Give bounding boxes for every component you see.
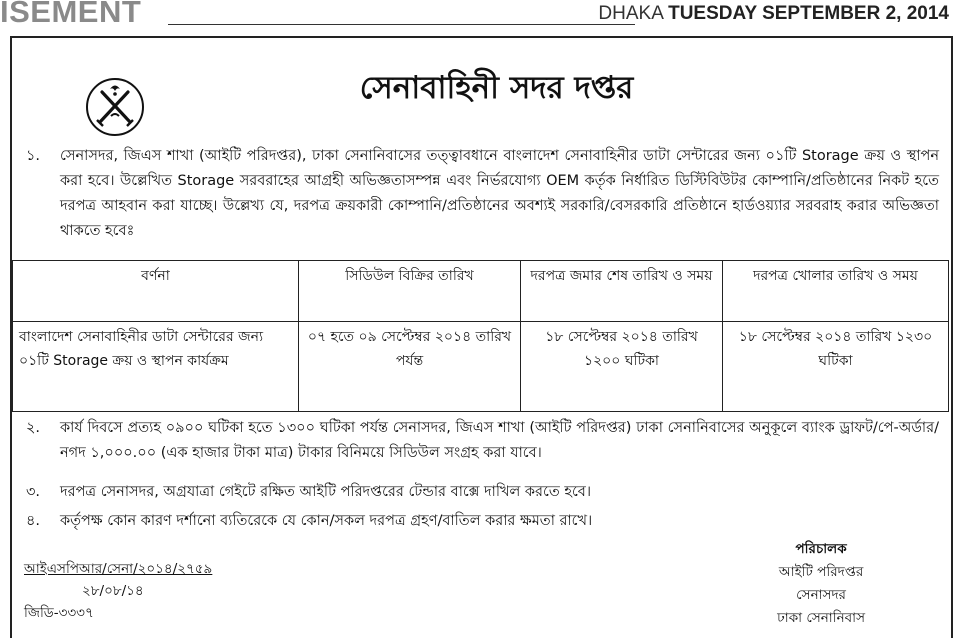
dateline-city: DHAKA [598,3,663,24]
section-label: ISEMENT [0,0,142,29]
item-text: সেনাসদর, জিএস শাখা (আইটি পরিদপ্তর), ঢাকা সেনানিবাসের তত্ত্বাবধানে বাংলাদেশ সেনাবাহিনীর ডাটা সেন্টারের জন্য ০১টি Storage ক্রয় ও স্থাপন করা হবে। উল্লেখিত Storage সরবরাহের আগ্রহী অভিজ্ঞতাসম্পন্ন এবং নির্ভরযোগ্য OEM কর্তৃক নির্ধারিত ডিস্টিবিউটর কোম্পানি/প্রতিষ্ঠানের নিকট হতে দরপত্র আহবান করা যাচ্ছে। উল্লেখ্য যে, দরপত্র ক্রয়কারী কোম্পানি/প্রতিষ্ঠানের অবশ্যই সরকারি/বেসরকারি প্রতিষ্ঠানে হার্ডওয়্যার সরবরাহ করার অভিজ্ঞতা থাকতে হবেঃ [60,148,939,239]
notice-title: সেনাবাহিনী সদর দপ্তর [359,70,634,106]
memo-number: আইএসপিআর/সেনা/২০১৪/২৭৫৯ [24,561,213,577]
notice-item-3 [26,480,939,505]
table-cell-opening: ১৮ সেপ্টেম্বর ২০১৪ তারিখ ১২৩০ ঘটিকা [723,322,949,412]
tender-notice [10,36,953,638]
signatory-line-1: আইটি পরিদপ্তর [778,564,864,580]
table-cell-sale-date: ০৭ হতে ০৯ সেপ্টেম্বর ২০১৪ তারিখ পর্যন্ত [299,322,521,412]
notice-item-4 [26,509,939,534]
table-row [13,322,949,412]
table-cell-description: বাংলাদেশ সেনাবাহিনীর ডাটা সেন্টারের জন্য ০১টি Storage ক্রয় ও স্থাপন কার্যক্রম [13,322,299,412]
reference-block [24,558,212,624]
item-text: কার্য দিবসে প্রত্যহ ০৯০০ ঘটিকা হতে ১৩০০ ঘটিকা পর্যন্ত সেনাসদর, জিএস শাখা (আইটি পরিদপ্তর) ঢাকা সেনানিবাসের অনুকূলে ব্যাংক ড্রাফট/পে-অর্ডার/নগদ ১,০০০.০০ (এক হাজার টাকা মাত্র) টাকার বিনিময়ে সিডিউল সংগ্রহ করা যাবে। [60,420,939,461]
column-header-opening-date: দরপত্র খোলার তারিখ ও সময় [723,261,949,322]
column-header-description: বর্ণনা [13,261,299,322]
notice-item-2 [26,416,939,466]
item-number: ১. [26,148,41,164]
column-header-submission-deadline: দরপত্র জমার শেষ তারিখ ও সময় [521,261,723,322]
memo-date: ২৮/০৮/১৪ [82,583,144,599]
masthead-dateline [598,2,949,26]
signatory-line-3: ঢাকা সেনানিবাস [777,610,865,626]
dateline-date: TUESDAY SEPTEMBER 2, 2014 [668,3,949,24]
schedule-table [12,260,949,412]
item-number: ৩. [26,484,41,500]
signatory-block [777,538,865,630]
item-text: দরপত্র সেনাসদর, অগ্রযাত্রা গেইটে রক্ষিত আইটি পরিদপ্তরের টেন্ডার বাক্সে দাখিল করতে হবে। [60,484,592,500]
column-header-schedule-sale-date: সিডিউল বিক্রির তারিখ [299,261,521,322]
item-text: কর্তৃপক্ষ কোন কারণ দর্শানো ব্যতিরেকে যে কোন/সকল দরপত্র গ্রহণ/বাতিল করার ক্ষমতা রাখে। [60,513,593,529]
item-number: ২. [26,420,41,436]
table-header-row [13,261,949,322]
item-number: ৪. [26,513,41,529]
newspaper-masthead [0,0,965,30]
table-cell-deadline: ১৮ সেপ্টেম্বর ২০১৪ তারিখ ১২০০ ঘটিকা [521,322,723,412]
signatory-title: পরিচালক [795,541,847,557]
masthead-rule [168,24,635,25]
gd-code: জিডি-৩৩৩৭ [24,605,94,621]
notice-item-1 [26,144,939,244]
signatory-line-2: সেনাসদর [796,587,846,603]
